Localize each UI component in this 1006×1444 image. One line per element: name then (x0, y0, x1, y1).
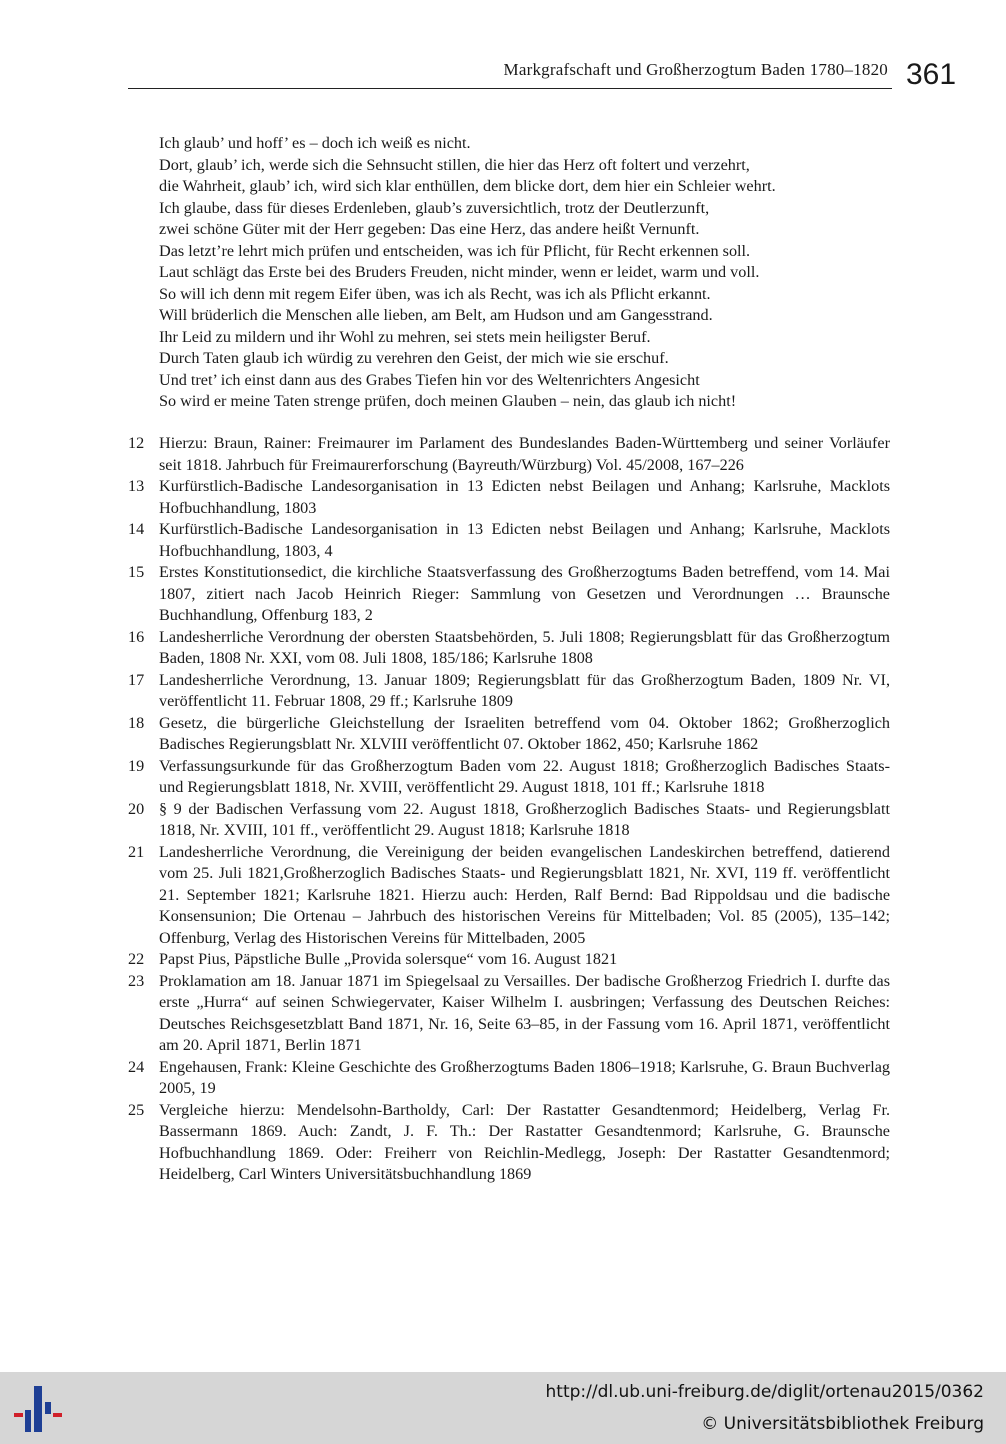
footnote-number: 24 (128, 1057, 145, 1076)
footnote (128, 713, 890, 756)
footnote-text: § 9 der Badischen Verfassung vom 22. August 1818, Großherzoglich Badisches Staats- und Regierungsblatt 1818, Nr. XVIII, 101 ff., veröffentlicht 29. August 1818; Karlsruhe 1818 (159, 799, 890, 839)
footnote-text: Kurfürstlich-Badische Landesorganisation in 13 Edicten nebst Beilagen und Anhang; Karlsruhe, Macklots Hofbuchhandlung, 1803 (159, 477, 890, 517)
footnote-text: Kurfürstlich-Badische Landesorganisation in 13 Edicten nebst Beilagen und Anhang; Karlsruhe, Macklots Hofbuchhandlung, 1803, 4 (159, 520, 890, 560)
footnote (128, 433, 890, 476)
footer-bar (0, 1372, 1006, 1444)
poem-line: Das letzt’re lehrt mich prüfen und entscheiden, was ich für Pflicht, für Recht erkennen soll. (159, 241, 751, 260)
poem-line: Ihr Leid zu mildern und ihr Wohl zu mehren, sei stets mein heiligster Beruf. (159, 327, 651, 346)
footnote (128, 756, 890, 799)
footnote-number: 25 (128, 1100, 145, 1119)
footnote (128, 1057, 890, 1100)
footnote-number: 16 (128, 627, 145, 646)
footnote-number: 22 (128, 950, 145, 968)
poem-line: So wird er meine Taten strenge prüfen, doch meinen Glauben – nein, das glaub ich nicht! (159, 392, 737, 410)
ub-freiburg-logo-icon[interactable] (12, 1384, 64, 1434)
footnote-number: 19 (128, 756, 145, 775)
footnote-text: Erstes Konstitutionsedict, die kirchliche Staatsverfassung des Großherzogtums Baden betreffend, vom 14. Mai 1807, zitiert nach Jacob Heinrich Rieger: Sammlung von Gesetzen und Verordnungen … Braunsche Buchhandlung, Offenburg 183, 2 (159, 563, 890, 624)
footnote (128, 842, 890, 950)
footnote-number: 21 (128, 842, 145, 861)
footnote-text: Landesherrliche Verordnung der obersten Staatsbehörden, 5. Juli 1808; Regierungsblatt für das Großherzogtum Baden, 1808 Nr. XXI, vom 08. Juli 1808, 185/186; Karlsruhe 1808 (159, 627, 890, 667)
footnote (128, 476, 890, 519)
footnote-text: Landesherrliche Verordnung, 13. Januar 1809; Regierungsblatt für das Großherzogtum Baden, 1809 Nr. VI, veröffentlicht 11. Februar 1808, 29 ff.; Karlsruhe 1809 (159, 670, 890, 710)
footnote-number: 12 (128, 434, 145, 452)
poem-line: Laut schlägt das Erste bei des Bruders Freuden, nicht minder, wenn er leidet, warm und voll. (159, 263, 760, 281)
running-head: Markgrafschaft und Großherzogtum Baden 1780–1820 (503, 60, 888, 79)
footnote-text: Vergleiche hierzu: Mendelsohn-Bartholdy, Carl: Der Rastatter Gesandtenmord; Heidelberg, Verlag Fr. Bassermann 1869. Auch: Zandt, J. F. Th.: Der Rastatter Gesandtenmord; Karlsruhe, G. Braunsche Hofbuchhandlung 1869. Oder: Freiherr von Reichlin-Medlegg, Joseph: Der Rastatter Gesandtenmord; Heidelberg, Carl Winters Universitätsbuchhandlung 1869 (159, 1100, 890, 1183)
poem-line: Ich glaub’ und hoff’ es – doch ich weiß es nicht. (159, 134, 471, 152)
footnote (128, 670, 890, 713)
footnote-text: Papst Pius, Päpstliche Bulle „Provida solersque“ vom 16. August 1821 (159, 950, 618, 968)
footnote-number: 15 (128, 563, 145, 581)
footnote-number: 20 (128, 799, 145, 818)
footnote (128, 971, 890, 1057)
footnote-text: Landesherrliche Verordnung, die Vereinigung der beiden evangelischen Landeskirchen betreffend, datierend vom 25. Juli 1821,Großherzoglich Badisches Staats- und Regierungsblatt 1821, Nr. XVI, 119 ff. veröffentlicht 21. September 1821; Karlsruhe 1821. Hierzu auch: Herden, Ralf Bernd: Bad Rippoldsau und die badische Konsensunion; Die Ortenau – Jahrbuch des historischen Vereins für Mittelbaden; Vol. 85 (2005), 135–142; Offenburg, Verlag des Historischen Vereins für Mittelbaden, 2005 (159, 842, 890, 947)
page-number: 361 (906, 58, 957, 91)
header-rule (128, 88, 892, 89)
poem-line: So will ich denn mit regem Eifer üben, was ich als Recht, was ich als Pflicht erkannt. (159, 284, 711, 303)
footnote (128, 1100, 890, 1186)
footnote-text: Proklamation am 18. Januar 1871 im Spiegelsaal zu Versailles. Der badische Großherzog Friedrich I. durfte das erste „Hurra“ auf seinen Schwiegervater, Kaiser Wilhelm I. ausbringen; Verfassung des Deutschen Reiches: Deutsches Reichsgesetzblatt Band 1871, Nr. 16, Seite 63–85, in der Fassung vom 16. April 1871, veröffentlicht am 20. April 1871, Berlin 1871 (159, 971, 890, 1054)
footnote-number: 23 (128, 971, 145, 990)
footnote-text: Gesetz, die bürgerliche Gleichstellung der Israeliten betreffend vom 04. Oktober 1862; Großherzoglich Badisches Regierungsblatt Nr. XLVIII veröffentlicht 07. Oktober 1862, 450; Karlsruhe 1862 (159, 713, 890, 753)
footnote-number: 18 (128, 713, 145, 732)
poem-line: Dort, glaub’ ich, werde sich die Sehnsucht stillen, die hier das Herz oft foltert und verzehrt, (159, 155, 750, 174)
poem-line: zwei schöne Güter mit der Herr gegeben: Das eine Herz, das andere heißt Vernunft. (159, 220, 700, 238)
footnote-number: 13 (128, 477, 145, 495)
poem-block (159, 133, 899, 413)
poem-line: Ich glaube, dass für dieses Erdenleben, glaub’s zuversichtlich, trotz der Deutlerzunft, (159, 198, 710, 217)
poem-line: Durch Taten glaub ich würdig zu verehren den Geist, der mich wie sie erschuf. (159, 349, 669, 367)
footnotes (128, 433, 890, 1186)
poem-line: Und tret’ ich einst dann aus des Grabes Tiefen hin vor des Weltenrichters Angesicht (159, 370, 700, 389)
footnote (128, 519, 890, 562)
poem-line: Will brüderlich die Menschen alle lieben, am Belt, am Hudson und am Gangesstrand. (159, 306, 713, 324)
footnote-number: 14 (128, 520, 145, 538)
poem-line: die Wahrheit, glaub’ ich, wird sich klar enthüllen, dem blicke dort, dem hier ein Schleier wehrt. (159, 177, 776, 195)
footnote-number: 17 (128, 670, 145, 689)
footnote (128, 799, 890, 842)
footnote-text: Verfassungsurkunde für das Großherzogtum Baden vom 22. August 1818; Großherzoglich Badisches Staats- und Regierungsblatt 1818, Nr. XVIII, veröffentlicht 29. August 1818, 101 ff.; Karlsruhe 1818 (159, 756, 890, 796)
footnote (128, 949, 890, 971)
footer-url-link[interactable]: http://dl.ub.uni-freiburg.de/diglit/ortenau2015/0362 (545, 1382, 984, 1402)
footnote (128, 562, 890, 627)
footer-copyright: © Universitätsbibliothek Freiburg (701, 1414, 984, 1434)
footnote-text: Hierzu: Braun, Rainer: Freimaurer im Parlament des Bundeslandes Baden-Württemberg und seiner Vorläufer seit 1818. Jahrbuch für Freimaurerforschung (Bayreuth/Würzburg) Vol. 45/2008, 167–226 (159, 434, 890, 474)
footnote (128, 627, 890, 670)
footnote-text: Engehausen, Frank: Kleine Geschichte des Großherzogtums Baden 1806–1918; Karlsruhe, G. Braun Buchverlag 2005, 19 (159, 1057, 890, 1097)
